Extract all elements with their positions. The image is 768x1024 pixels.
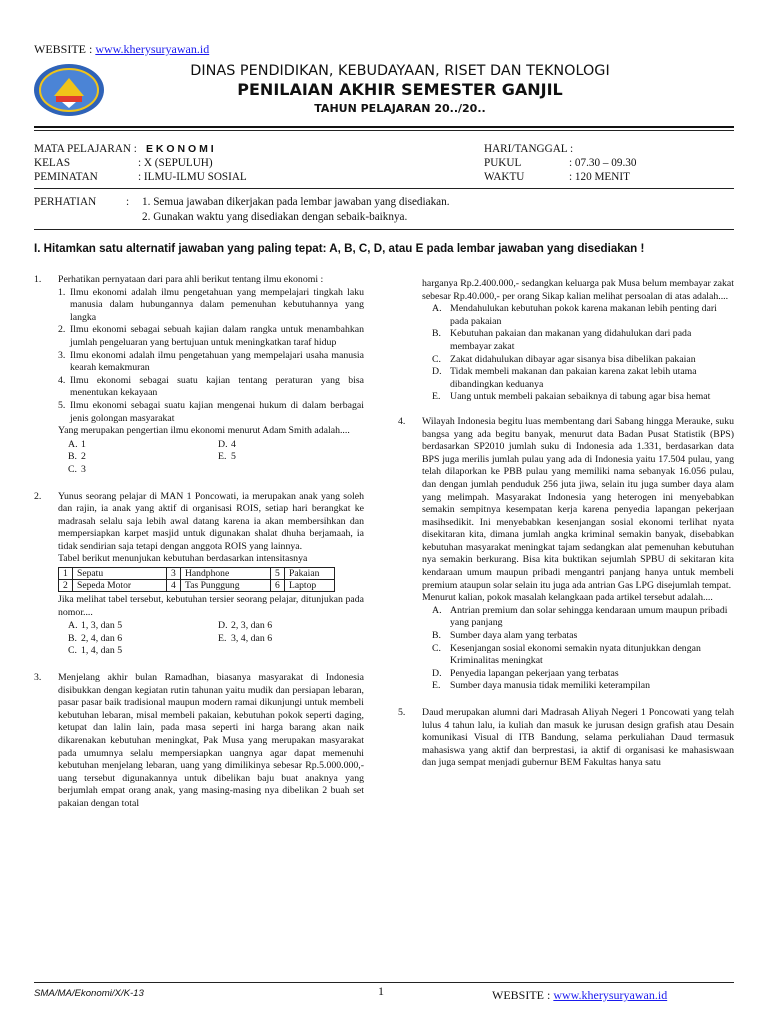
exam-title: PENILAIAN AKHIR SEMESTER GANJIL [237,80,563,99]
question-number: 3. [34,672,42,684]
doc-code: SMA/MA/Ekonomi/X/K-13 [34,988,144,999]
statement-item [58,324,364,349]
option-text: 2 [81,451,86,463]
website-top [34,42,209,58]
answer-option [58,645,208,658]
option-text: Kebutuhan pakaian dan makanan yang didahulukan dari pada membayar zakat [450,328,692,352]
option-letter: B. [68,451,77,463]
statement-text: Ilmu ekonomi adalah ilmu pengetahuan yang mempelajari usaha manusia kearah kemakmuran [70,349,364,374]
option-letter: C. [68,645,77,657]
answer-option [58,633,208,646]
question-stem-continued: harganya Rp.2.400.000,- sedangkan keluarga pak Musa belum membayar zakat sebesar Rp.40.000,- per orang Sikap kalian melihat persoalan di atas adalah.... [422,278,734,302]
subject-value: E K O N O M I [146,143,214,155]
statement-number: 5. [58,399,66,411]
table-row [59,568,335,580]
page-number: 1 [378,984,384,998]
option-letter: A. [68,438,78,450]
option-text: Mendahulukan kebutuhan pokok karena makanan lebih penting dari pada pakaian [450,303,717,327]
option-text: 2, 3, dan 6 [231,620,273,632]
website-link[interactable]: www.kherysuryawan.id [553,988,668,1002]
answer-option [208,439,348,452]
answer-option [422,366,734,391]
option-text: Sumber daya manusia tidak memiliki keterampilan [450,680,650,692]
question-number: 1. [34,274,42,285]
option-text: 2, 4, dan 6 [81,632,123,644]
option-letter: A. [68,620,78,632]
specialization-value: : ILMU-ILMU SOSIAL [138,171,247,183]
option-letter: E. [432,391,441,403]
answer-option [208,620,348,633]
table-cell: 5 [271,568,285,580]
question-2 [34,491,364,659]
option-letter: D. [432,667,442,679]
right-column [398,278,734,770]
statement-list [58,287,364,426]
table-caption: Tabel berikut menunjukan kebutuhan berdasarkan intensitasnya [58,553,308,565]
statement-number: 1. [58,286,66,298]
option-text: 3 [81,463,86,475]
answer-option [208,451,348,464]
option-letter: D. [432,366,442,378]
statement-text: Ilmu ekonomi sebagai sebuah kajian dalam rangka untuk menambahkan jumlah pengeluaran yang bertujuan untuk meningkatkan taraf hidup [70,324,364,348]
answer-options [422,605,734,693]
statement-number: 2. [58,324,66,336]
option-letter: A. [432,303,442,315]
question-text: Jika melihat tabel tersebut, kebutuhan tersier seorang pelajar, ditunjukan pada nomor.... [58,594,364,618]
answer-option [422,391,734,404]
question-4 [398,416,734,693]
header-rule-bottom [34,130,734,131]
table-cell: Laptop [285,580,335,592]
day-date-label: HARI/TANGGAL : [484,143,574,155]
question-number: 2. [34,490,42,502]
attention-item-1: 1. Semua jawaban dikerjakan pada lembar jawaban yang disediakan. [142,196,450,208]
answer-option [422,303,734,328]
question-stem: Wilayah Indonesia begitu luas membentang dari Sabang hingga Merauke, suku bangsa yang ada begitu banyak, menurut data Badan Pusat Statistik (BPS) berdasarkan SP2010 jumlah suku di Indonesia ada 1.331, berdasarkan data BPS juga merilis jumlah pulau yang ada di Indonesia yaitu 17.504 pulau, yang telah dilaporkan ke PBB pulau yang memiliki nama sebanyak 16.056 pulau, dan dengan jumlah penduduk 256 juta jiwa, selain itu juga sumber daya alam yang melimpah. Masyarakat Indonesia yang heterogen ini menyebabkan semakin sempitnya kesempatan kerja karena penyedia lapangan pekerjaan masihsedikit. Ini menyebabkan kesenjangan sosial ekonomi terlihat nyata disekitaran kita, dimana jumlah angka kriminal semakin banyak, disebabkan kebutuhan masyarakat meningkat tajam sedangkan alat pemenuhan kebutuhan nya semakin berkurang. Bisa kita buktikan sejumlah SPBU di sekitaran kita kendaraan umum maupun pribadi mengantri panjang hanya untuk membeli premium ataupun solar selain itu juga ada antrian Gas LPG disejumlah tempat. [422,415,734,591]
answer-option [58,439,208,452]
section-title: I. Hitamkan satu alternatif jawaban yang paling tepat: A, B, C, D, atau E pada lembar jawaban yang disediakan ! [34,242,645,255]
option-letter: C. [432,353,441,365]
option-text: Penyedia lapangan pekerjaan yang terbatas [450,667,619,679]
attention-label: PERHATIAN [34,196,97,208]
answer-option [58,464,208,477]
answer-option [422,680,734,693]
option-text: 3, 4, dan 6 [231,632,273,644]
table-cell: 6 [271,580,285,592]
question-3-continued [398,278,734,404]
option-text: 4 [231,438,236,450]
table-cell: Sepeda Motor [73,580,167,592]
footer-rule [34,982,734,983]
duration-label: WAKTU [484,171,525,183]
option-text: 1, 4, dan 5 [81,645,123,657]
answer-options [58,439,364,477]
option-letter: A. [432,604,442,616]
question-text: Yang merupakan pengertian ilmu ekonomi menurut Adam Smith adalah.... [58,425,350,437]
question-stem: Daud merupakan alumni dari Madrasah Aliyah Negeri 1 Poncowati yang telah lulus 4 tahun lalu, ia kuliah dan masuk ke jurusan design grafish atau Desain komunikasi Visual di ITB Bandung, selama perkuliahan Daud termasuk mahasiswa yang aktif dan berprestasi, ia aktif di organisasi ke mahasiswaan dan juga sempat menjadi gubernur BEM Fakultas hanya satu [422,707,734,769]
question-1 [34,274,364,477]
option-text: Zakat didahulukan dibayar agar sisanya bisa dibelikan pakaian [450,353,696,365]
ministry-logo [32,62,106,118]
answer-option [422,328,734,353]
question-5 [398,707,734,770]
specialization-label: PEMINATAN [34,171,98,183]
table-cell: 3 [167,568,181,580]
statement-item [58,375,364,400]
statement-number: 4. [58,374,66,386]
answer-option [422,605,734,630]
option-letter: B. [432,630,441,642]
table-row [59,580,335,592]
table-cell: 4 [167,580,181,592]
option-text: Kesenjangan sosial ekonomi semakin nyata ditunjukkan dengan Kriminalitas meningkat [450,642,701,667]
answer-option [422,643,734,668]
option-letter: D. [218,438,228,450]
table-cell: 2 [59,580,73,592]
option-letter: C. [432,642,441,654]
duration-value: : 120 MENIT [569,171,630,183]
option-text: 1 [81,438,86,450]
statement-item [58,287,364,325]
website-link[interactable]: www.kherysuryawan.id [95,42,210,56]
question-number: 4. [398,415,406,427]
table-cell: Tas Punggung [181,580,271,592]
option-letter: E. [218,632,227,644]
attention-item-2: 2. Gunakan waktu yang disediakan dengan sebaik-baiknya. [142,211,408,223]
question-text: Menurut kalian, pokok masalah kelangkaan pada artikel tersebut adalah.... [422,592,713,604]
exam-info [34,142,734,188]
attention-colon: : [126,196,130,208]
option-text: Tidak membeli makanan dan pakaian karena zakat lebih utama dibandingkan keduanya [450,366,697,390]
header-rule-top [34,126,734,128]
website-label: WEBSITE : [492,988,551,1002]
statement-item [58,350,364,375]
time-value: : 07.30 – 09.30 [569,157,637,169]
answer-options [58,620,364,658]
statement-text: Ilmu ekonomi adalah ilmu pengetahuan yang mempelajari tingkah laku manusia dalam hubungannya dalam pemenuhan kebutuhannya yang langka [70,286,364,323]
statement-text: Ilmu ekonomi sebagai suatu kajian tentang peraturan yang bisa menentukan kekayaan [70,374,364,399]
statement-item [58,400,364,425]
table-cell: Handphone [181,568,271,580]
agency-title: DINAS PENDIDIKAN, KEBUDAYAAN, RISET DAN TEKNOLOGI [190,63,610,79]
option-letter: B. [432,328,441,340]
answer-option [58,451,208,464]
table-cell: Sepatu [73,568,167,580]
option-text: 5 [231,451,236,463]
option-text: Sumber daya alam yang terbatas [450,630,578,642]
class-label: KELAS [34,157,71,169]
answer-option [422,630,734,643]
question-stem: Perhatikan pernyataan dari para ahli berikut tentang ilmu ekonomi : [58,274,324,285]
question-stem: Menjelang akhir bulan Ramadhan, biasanya masyarakat di Indonesia disibukkan dengan kegiatan rutin tahunan yaitu mudik dan persiapan lebaran, pasar pasar baik tradisional maupun modern ramai dikunjungi untuk membeli kebutuhan lebaran, misal membeli pakaian, kebutuhan pokok seperti daging, ketupat dan lalin lain, pada masa seperti ini harga barang akan naik dikarenakan kebutuhan meningkat, Pak Musa yang merupakan masyarakat pada umumnya selalu mempersiapkan uangnya agar dapat memenuhi kebutuhan menjelang lebaran, uang yang dimilikinya sebesar Rp.5.000.000,- uang tersebut digunakannya untuk dibelikan baju buat anaknya yang berjumlah empat orang anak, yang masing-masing nya dibelikan 2 buah set pakaian dengan total [58,672,364,809]
needs-table [58,567,335,592]
answer-option [422,354,734,367]
option-letter: D. [218,620,228,632]
info-rule [34,188,734,189]
answer-options [422,303,734,404]
website-label: WEBSITE : [34,42,93,56]
academic-year: TAHUN PELAJARAN 20../20.. [314,102,486,115]
question-number: 5. [398,707,406,718]
statement-text: Ilmu ekonomi sebagai suatu kajian mengenai hukum di dalam berbagai jenis golongan masyarakat [70,399,364,424]
subject-label: MATA PELAJARAN : [34,143,137,155]
answer-option [208,633,348,646]
left-column [34,274,364,811]
table-cell: 1 [59,568,73,580]
question-3 [34,672,364,811]
option-letter: E. [432,680,441,692]
option-text: 1, 3, dan 5 [81,620,123,632]
answer-option [58,620,208,633]
attention-rule [34,229,734,230]
class-value: : X (SEPULUH) [138,157,213,169]
attention-block [34,195,734,227]
website-bottom [492,988,667,1004]
statement-number: 3. [58,349,66,361]
option-letter: C. [68,463,77,475]
option-text: Antrian premium dan solar sehingga kendaraan umum maupun pribadi yang panjang [450,604,728,629]
answer-option [422,668,734,681]
table-cell: Pakaian [285,568,335,580]
option-letter: B. [68,632,77,644]
question-stem: Yunus seorang pelajar di MAN 1 Poncowati, ia merupakan anak yang soleh dan rajin, ia anak yang aktif di organisasi ROIS, setiap hari berangkat ke madrasah selalu saja lebih awal datang karena ia akan membersihkan dan mempersiapkan karpet masjid untuk digunakan shalat dhuha berjamaah, ia tidak sendirian saja tetapi dengan anggota ROIS yang lainnya. [58,490,364,552]
time-label: PUKUL [484,157,522,169]
option-letter: E. [218,451,227,463]
option-text: Uang untuk membeli pakaian sebaiknya di tabung agar bisa hemat [450,391,711,403]
